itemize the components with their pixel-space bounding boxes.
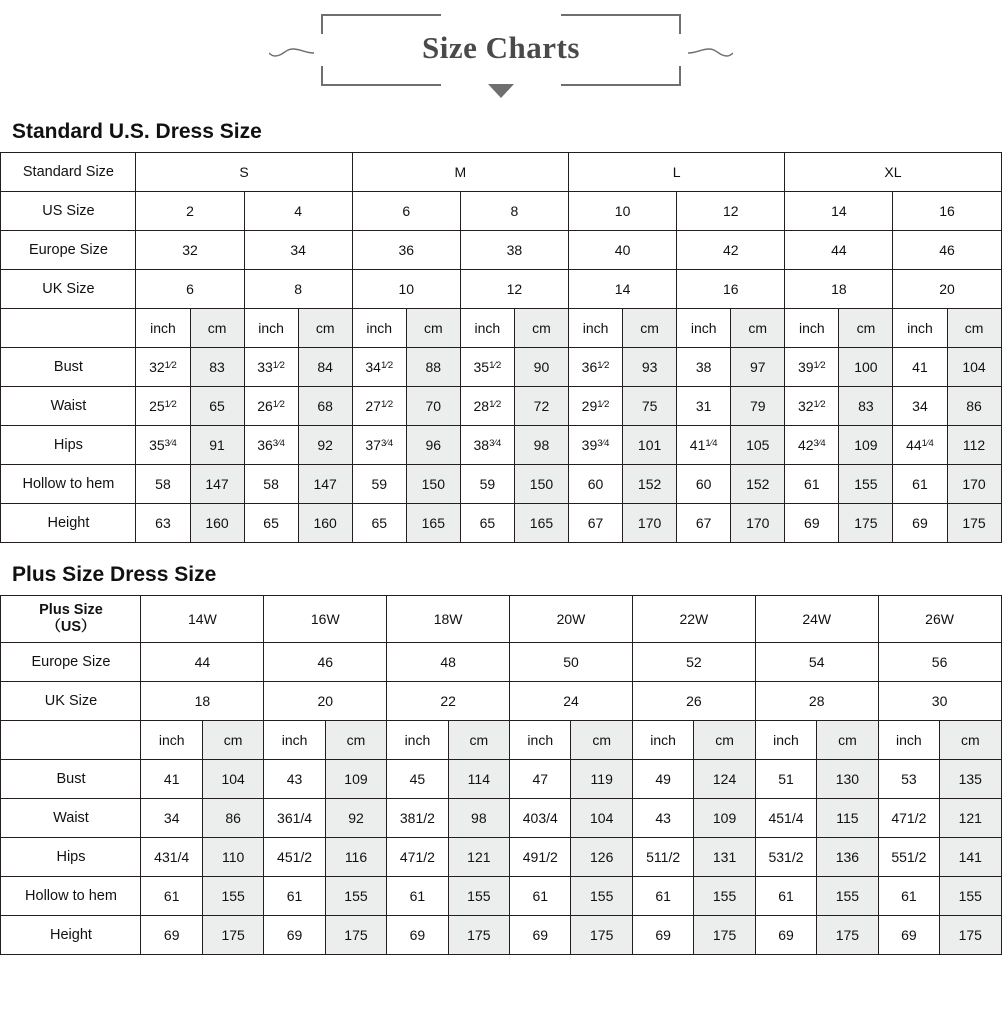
cell-value: 18 — [785, 270, 893, 309]
cell-value: 51 — [755, 760, 816, 799]
cell-value: 75 — [623, 387, 677, 426]
cell-value: 28 — [755, 682, 878, 721]
cell-value: 155 — [571, 877, 632, 916]
table-row — [1, 596, 1001, 643]
cell-value: 83 — [190, 348, 244, 387]
table-row — [1, 231, 1001, 270]
cell-value: 14 — [785, 192, 893, 231]
cell-value: 65 — [352, 504, 406, 543]
header-bracket-top-left-horizontal — [321, 14, 441, 16]
flourish-right-icon — [687, 48, 733, 58]
cell-value: 110 — [202, 838, 263, 877]
unit-cell: inch — [136, 309, 190, 348]
cell-value: 126 — [571, 838, 632, 877]
unit-cell: inch — [264, 721, 325, 760]
unit-cell: cm — [694, 721, 755, 760]
cell-value: 373⁄4 — [352, 426, 406, 465]
table-row — [1, 643, 1001, 682]
standard-size-header-label: Standard Size — [1, 153, 136, 192]
cell-value: 124 — [694, 760, 755, 799]
plus-section-title: Plus Size Dress Size — [12, 563, 217, 586]
unit-cell: inch — [677, 309, 731, 348]
unit-cell: cm — [202, 721, 263, 760]
cell-value: 441⁄4 — [893, 426, 947, 465]
cell-value: 12 — [677, 192, 785, 231]
header-bracket-top-right-horizontal — [561, 14, 681, 16]
size-column-header: 20W — [510, 596, 633, 643]
cell-value: 92 — [325, 799, 386, 838]
table-row — [1, 838, 1001, 877]
unit-cell: cm — [571, 721, 632, 760]
row-label: Hollow to hem — [1, 877, 141, 916]
cell-value: 271⁄2 — [352, 387, 406, 426]
cell-value: 60 — [569, 465, 623, 504]
cell-value: 34 — [244, 231, 352, 270]
cell-value: 49 — [632, 760, 693, 799]
cell-value: 54 — [755, 643, 878, 682]
cell-value: 155 — [839, 465, 893, 504]
row-label: Europe Size — [1, 231, 136, 270]
cell-value: 403/4 — [510, 799, 571, 838]
unit-cell: cm — [940, 721, 1001, 760]
cell-value: 147 — [190, 465, 244, 504]
unit-cell: inch — [878, 721, 939, 760]
unit-cell: cm — [190, 309, 244, 348]
cell-value: 411⁄4 — [677, 426, 731, 465]
cell-value: 175 — [202, 916, 263, 955]
cell-value: 84 — [298, 348, 352, 387]
unit-cell: inch — [569, 309, 623, 348]
cell-value: 67 — [569, 504, 623, 543]
cell-value: 98 — [448, 799, 509, 838]
cell-value: 551/2 — [878, 838, 939, 877]
cell-value: 41 — [141, 760, 202, 799]
table-row — [1, 465, 1001, 504]
cell-value: 423⁄4 — [785, 426, 839, 465]
header-bracket-bottom-right-vertical — [679, 66, 681, 86]
cell-value: 471/2 — [387, 838, 448, 877]
cell-value: 155 — [325, 877, 386, 916]
table-row — [1, 348, 1001, 387]
table-row — [1, 192, 1001, 231]
unit-cell: cm — [947, 309, 1001, 348]
cell-value: 152 — [731, 465, 785, 504]
standard-size-table — [0, 152, 1001, 543]
cell-value: 86 — [202, 799, 263, 838]
unit-cell: cm — [731, 309, 785, 348]
unit-cell: cm — [448, 721, 509, 760]
cell-value: 60 — [677, 465, 731, 504]
cell-value: 2 — [136, 192, 244, 231]
size-group-xl: XL — [785, 153, 1001, 192]
cell-value: 47 — [510, 760, 571, 799]
cell-value: 41 — [893, 348, 947, 387]
cell-value: 69 — [632, 916, 693, 955]
cell-value: 6 — [352, 192, 460, 231]
cell-value: 160 — [298, 504, 352, 543]
cell-value: 155 — [202, 877, 263, 916]
cell-value: 70 — [406, 387, 460, 426]
cell-value: 165 — [406, 504, 460, 543]
cell-value: 119 — [571, 760, 632, 799]
cell-value: 22 — [387, 682, 510, 721]
cell-value: 46 — [264, 643, 387, 682]
cell-value: 56 — [878, 643, 1001, 682]
cell-value: 90 — [514, 348, 568, 387]
cell-value: 150 — [514, 465, 568, 504]
table-row — [1, 682, 1001, 721]
cell-value: 38 — [677, 348, 731, 387]
unit-cell: inch — [387, 721, 448, 760]
chevron-down-icon — [488, 84, 514, 98]
table-row — [1, 877, 1001, 916]
cell-value: 114 — [448, 760, 509, 799]
cell-value: 61 — [632, 877, 693, 916]
cell-value: 26 — [632, 682, 755, 721]
cell-value: 175 — [940, 916, 1001, 955]
cell-value: 175 — [448, 916, 509, 955]
cell-value: 16 — [677, 270, 785, 309]
cell-value: 61 — [264, 877, 325, 916]
cell-value: 170 — [731, 504, 785, 543]
cell-value: 69 — [785, 504, 839, 543]
cell-value: 61 — [141, 877, 202, 916]
flourish-left-icon — [269, 48, 315, 58]
table-row — [1, 270, 1001, 309]
row-label: UK Size — [1, 270, 136, 309]
cell-value: 65 — [190, 387, 244, 426]
table-row — [1, 799, 1001, 838]
cell-value: 61 — [893, 465, 947, 504]
cell-value: 44 — [785, 231, 893, 270]
row-label: Height — [1, 916, 141, 955]
cell-value: 30 — [878, 682, 1001, 721]
size-column-header: 16W — [264, 596, 387, 643]
cell-value: 115 — [817, 799, 878, 838]
cell-value: 131 — [694, 838, 755, 877]
row-label: Hollow to hem — [1, 465, 136, 504]
size-column-header: 24W — [755, 596, 878, 643]
cell-value: 331⁄2 — [244, 348, 298, 387]
cell-value: 104 — [947, 348, 1001, 387]
cell-value: 109 — [325, 760, 386, 799]
row-label: Waist — [1, 387, 136, 426]
cell-value: 69 — [878, 916, 939, 955]
cell-value: 61 — [387, 877, 448, 916]
cell-value: 160 — [190, 504, 244, 543]
cell-value: 491/2 — [510, 838, 571, 877]
cell-value: 155 — [694, 877, 755, 916]
header-decoration — [321, 8, 681, 104]
table-row — [1, 309, 1001, 348]
cell-value: 61 — [785, 465, 839, 504]
cell-value: 383⁄4 — [460, 426, 514, 465]
cell-value: 104 — [202, 760, 263, 799]
cell-value: 175 — [571, 916, 632, 955]
cell-value: 341⁄2 — [352, 348, 406, 387]
cell-value: 112 — [947, 426, 1001, 465]
cell-value: 321⁄2 — [785, 387, 839, 426]
cell-value: 43 — [632, 799, 693, 838]
cell-value: 135 — [940, 760, 1001, 799]
cell-value: 69 — [893, 504, 947, 543]
cell-value: 61 — [755, 877, 816, 916]
cell-value: 69 — [387, 916, 448, 955]
cell-value: 69 — [141, 916, 202, 955]
cell-value: 251⁄2 — [136, 387, 190, 426]
cell-value: 20 — [893, 270, 1001, 309]
cell-value: 40 — [569, 231, 677, 270]
cell-value: 10 — [352, 270, 460, 309]
row-label: Hips — [1, 426, 136, 465]
table-row — [1, 760, 1001, 799]
row-label: UK Size — [1, 682, 141, 721]
cell-value: 141 — [940, 838, 1001, 877]
table-row — [1, 721, 1001, 760]
cell-value: 155 — [448, 877, 509, 916]
row-label: Europe Size — [1, 643, 141, 682]
row-label: US Size — [1, 192, 136, 231]
cell-value: 48 — [387, 643, 510, 682]
page-title: Size Charts — [422, 30, 580, 65]
cell-value: 101 — [623, 426, 677, 465]
cell-value: 175 — [694, 916, 755, 955]
cell-value: 65 — [244, 504, 298, 543]
cell-value: 175 — [325, 916, 386, 955]
row-label: Hips — [1, 838, 141, 877]
cell-value: 58 — [136, 465, 190, 504]
cell-value: 291⁄2 — [569, 387, 623, 426]
cell-value: 65 — [460, 504, 514, 543]
unit-cell: cm — [298, 309, 352, 348]
table-row — [1, 426, 1001, 465]
cell-value: 109 — [694, 799, 755, 838]
cell-value: 175 — [817, 916, 878, 955]
cell-value: 175 — [839, 504, 893, 543]
unit-cell: inch — [893, 309, 947, 348]
cell-value: 92 — [298, 426, 352, 465]
cell-value: 14 — [569, 270, 677, 309]
cell-value: 152 — [623, 465, 677, 504]
cell-value: 69 — [264, 916, 325, 955]
cell-value: 98 — [514, 426, 568, 465]
cell-value: 68 — [298, 387, 352, 426]
row-label: Height — [1, 504, 136, 543]
cell-value: 136 — [817, 838, 878, 877]
unit-cell: inch — [141, 721, 202, 760]
header-bracket-bottom-left-vertical — [321, 66, 323, 86]
cell-value: 391⁄2 — [785, 348, 839, 387]
cell-value: 67 — [677, 504, 731, 543]
cell-value: 155 — [940, 877, 1001, 916]
cell-value: 431/4 — [141, 838, 202, 877]
cell-value: 471/2 — [878, 799, 939, 838]
cell-value: 531/2 — [755, 838, 816, 877]
cell-value: 93 — [623, 348, 677, 387]
cell-value: 18 — [141, 682, 264, 721]
cell-value: 12 — [460, 270, 568, 309]
size-column-header: 18W — [387, 596, 510, 643]
cell-value: 86 — [947, 387, 1001, 426]
cell-value: 321⁄2 — [136, 348, 190, 387]
cell-value: 58 — [244, 465, 298, 504]
cell-value: 16 — [893, 192, 1001, 231]
size-column-header: 26W — [878, 596, 1001, 643]
table-row — [1, 504, 1001, 543]
cell-value: 121 — [448, 838, 509, 877]
cell-value: 20 — [264, 682, 387, 721]
cell-value: 165 — [514, 504, 568, 543]
cell-value: 104 — [571, 799, 632, 838]
cell-value: 61 — [878, 877, 939, 916]
table-row — [1, 387, 1001, 426]
cell-value: 45 — [387, 760, 448, 799]
row-label — [1, 309, 136, 348]
cell-value: 393⁄4 — [569, 426, 623, 465]
cell-value: 109 — [839, 426, 893, 465]
cell-value: 96 — [406, 426, 460, 465]
cell-value: 83 — [839, 387, 893, 426]
cell-value: 69 — [755, 916, 816, 955]
cell-value: 59 — [352, 465, 406, 504]
row-label: Bust — [1, 348, 136, 387]
cell-value: 147 — [298, 465, 352, 504]
size-column-header: 22W — [632, 596, 755, 643]
cell-value: 88 — [406, 348, 460, 387]
cell-value: 61 — [510, 877, 571, 916]
unit-cell: inch — [510, 721, 571, 760]
cell-value: 361⁄2 — [569, 348, 623, 387]
cell-value: 170 — [623, 504, 677, 543]
cell-value: 43 — [264, 760, 325, 799]
cell-value: 34 — [141, 799, 202, 838]
cell-value: 24 — [510, 682, 633, 721]
cell-value: 59 — [460, 465, 514, 504]
size-group-l: L — [569, 153, 785, 192]
cell-value: 353⁄4 — [136, 426, 190, 465]
cell-value: 32 — [136, 231, 244, 270]
cell-value: 50 — [510, 643, 633, 682]
cell-value: 69 — [510, 916, 571, 955]
size-group-m: M — [352, 153, 568, 192]
cell-value: 79 — [731, 387, 785, 426]
unit-cell: cm — [514, 309, 568, 348]
cell-value: 8 — [244, 270, 352, 309]
cell-value: 46 — [893, 231, 1001, 270]
row-label: Bust — [1, 760, 141, 799]
cell-value: 451/4 — [755, 799, 816, 838]
size-column-header: 14W — [141, 596, 264, 643]
cell-value: 100 — [839, 348, 893, 387]
page-header — [0, 0, 1002, 112]
row-label — [1, 721, 141, 760]
cell-value: 38 — [460, 231, 568, 270]
plus-size-table — [0, 595, 1001, 955]
cell-value: 36 — [352, 231, 460, 270]
cell-value: 155 — [817, 877, 878, 916]
table-row — [1, 153, 1001, 192]
cell-value: 10 — [569, 192, 677, 231]
unit-cell: cm — [623, 309, 677, 348]
unit-cell: cm — [839, 309, 893, 348]
cell-value: 8 — [460, 192, 568, 231]
header-bracket-bottom-right-horizontal — [561, 84, 681, 86]
unit-cell: inch — [244, 309, 298, 348]
cell-value: 261⁄2 — [244, 387, 298, 426]
unit-cell: inch — [785, 309, 839, 348]
cell-value: 281⁄2 — [460, 387, 514, 426]
cell-value: 351⁄2 — [460, 348, 514, 387]
cell-value: 31 — [677, 387, 731, 426]
cell-value: 175 — [947, 504, 1001, 543]
cell-value: 6 — [136, 270, 244, 309]
cell-value: 121 — [940, 799, 1001, 838]
standard-section-title: Standard U.S. Dress Size — [12, 120, 262, 143]
unit-cell: inch — [460, 309, 514, 348]
cell-value: 511/2 — [632, 838, 693, 877]
cell-value: 361/4 — [264, 799, 325, 838]
unit-cell: cm — [325, 721, 386, 760]
unit-cell: inch — [755, 721, 816, 760]
cell-value: 63 — [136, 504, 190, 543]
cell-value: 130 — [817, 760, 878, 799]
cell-value: 53 — [878, 760, 939, 799]
unit-cell: cm — [817, 721, 878, 760]
cell-value: 91 — [190, 426, 244, 465]
unit-cell: inch — [352, 309, 406, 348]
plus-size-header-label: Plus Size （US） — [1, 596, 141, 643]
cell-value: 105 — [731, 426, 785, 465]
cell-value: 97 — [731, 348, 785, 387]
cell-value: 170 — [947, 465, 1001, 504]
cell-value: 451/2 — [264, 838, 325, 877]
table-row — [1, 916, 1001, 955]
cell-value: 72 — [514, 387, 568, 426]
cell-value: 4 — [244, 192, 352, 231]
unit-cell: inch — [632, 721, 693, 760]
unit-cell: cm — [406, 309, 460, 348]
cell-value: 116 — [325, 838, 386, 877]
cell-value: 363⁄4 — [244, 426, 298, 465]
cell-value: 381/2 — [387, 799, 448, 838]
cell-value: 52 — [632, 643, 755, 682]
header-bracket-bottom-left-horizontal — [321, 84, 441, 86]
cell-value: 150 — [406, 465, 460, 504]
size-group-s: S — [136, 153, 352, 192]
row-label: Waist — [1, 799, 141, 838]
cell-value: 42 — [677, 231, 785, 270]
cell-value: 44 — [141, 643, 264, 682]
cell-value: 34 — [893, 387, 947, 426]
